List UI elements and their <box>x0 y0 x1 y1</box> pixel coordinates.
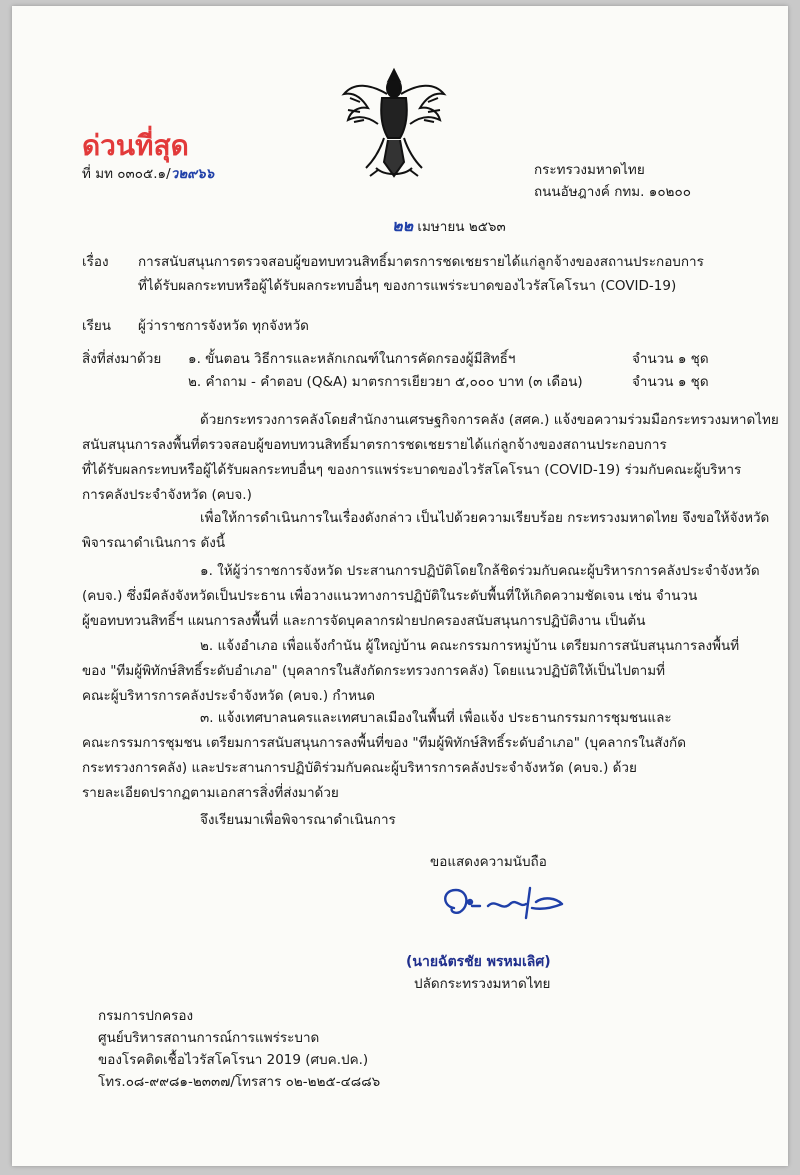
enclosure-qty: จำนวน ๑ ชุด <box>632 351 709 367</box>
subject-label: เรื่อง <box>82 254 109 270</box>
body-paragraph-3: ๑. ให้ผู้ว่าราชการจังหวัด ประสานการปฏิบัติโดยใกล้ชิดร่วมกับคณะผู้บริหารการคลังประจำจังหวัด (คบจ.) ซึ่งมีคลังจังหวัดเป็นประธาน เพื่อวางแนวทางการปฏิบัติในระดับพื้นที่ให้เกิดความชัดเจน เช่น จำนวน ผู้ขอทบทวนสิทธิ์ฯ แผนการลงพื้นที่ และการจัดบุคลากรฝ่ายปกครองสนับสนุนการปฏิบัติงาน เป็นต้น <box>82 563 760 629</box>
enclosure-qty: จำนวน ๑ ชุด <box>632 374 709 390</box>
subject-line-2: ที่ได้รับผลกระทบหรือผู้ได้รับผลกระทบอื่นๆ ของการแพร่ระบาดของไวรัสโคโรนา (COVID-19) <box>138 278 677 294</box>
enclosure-item: ๒. คำถาม - คำตอบ (Q&A) มาตรการเยียวยา ๕,๐๐๐ บาท (๓ เดือน) <box>188 374 583 390</box>
body-paragraph-1: ด้วยกระทรวงการคลังโดยสำนักงานเศรษฐกิจการคลัง (สศค.) แจ้งขอความร่วมมือกระทรวงมหาดไทย สนับสนุนการลงพื้นที่ตรวจสอบผู้ขอทบทวนสิทธิ์มาตรการชดเชยรายได้แก่ลูกจ้างของสถานประกอบการ ที่ได้รับผลกระทบหรือผู้ได้รับผลกระทบอื่นๆ ของการแพร่ระบาดของไวรัสโคโรนา (COVID-19) ร่วมกับคณะผู้บริหาร การคลังประจำจังหวัด (คบจ.) <box>82 412 779 503</box>
subject-line-1: การสนับสนุนการตรวจสอบผู้ขอทบทวนสิทธิ์มาตรการชดเชยรายได้แก่ลูกจ้างของสถานประกอบการ <box>138 254 704 270</box>
enclosures-label: สิ่งที่ส่งมาด้วย <box>82 351 162 367</box>
body-paragraph-4: ๒. แจ้งอำเภอ เพื่อแจ้งกำนัน ผู้ใหญ่บ้าน คณะกรรมการหมู่บ้าน เตรียมการสนับสนุนการลงพื้นที่ ของ "ทีมผู้พิทักษ์สิทธิ์ระดับอำเภอ" (บุคลากรในสังกัดกระทรวงการคลัง) โดยแนวปฏิบัติให้เป็นไปตามที่ คณะผู้บริหารการคลังประจำจังหวัด (คบจ.) กำหนด <box>82 638 740 704</box>
letter-page <box>12 6 788 1166</box>
garuda-emblem-icon <box>340 64 448 186</box>
ministry-address: ถนนอัษฎางค์ กทม. ๑๐๒๐๐ <box>534 184 691 200</box>
footer-center: ศูนย์บริหารสถานการณ์การแพร่ระบาด <box>98 1030 320 1046</box>
body-paragraph-5: ๓. แจ้งเทศบาลนครและเทศบาลเมืองในพื้นที่ เพื่อแจ้ง ประธานกรรมการชุมชนและ คณะกรรมการชุมชน เตรียมการสนับสนุนการลงพื้นที่ของ "ทีมผู้พิทักษ์สิทธิ์ระดับอำเภอ" (บุคลากรในสังกัด กระทรวงการคลัง) และประสานการปฏิบัติร่วมกับคณะผู้บริหารการคลังประจำจังหวัด (คบจ.) ด้วย รายละเอียดปรากฏตามเอกสารสิ่งที่ส่งมาด้วย <box>82 710 686 801</box>
handwritten-signature-icon <box>432 878 582 928</box>
signer-name: (นายฉัตรชัย พรหมเลิศ) <box>406 954 551 970</box>
document-number-handwritten: ว๒๙๖๖ <box>170 166 215 182</box>
date-day-handwritten: ๒๒ <box>392 216 414 235</box>
to-label: เรียน <box>82 318 112 334</box>
closing-line: จึงเรียนมาเพื่อพิจารณาดำเนินการ <box>200 812 396 828</box>
enclosure-item: ๑. ขั้นตอน วิธีการและหลักเกณฑ์ในการคัดกรองผู้มีสิทธิ์ฯ <box>188 351 516 367</box>
urgency-label: ด่วนที่สุด <box>82 129 189 162</box>
footer-center-2: ของโรคติดเชื้อไวรัสโคโรนา 2019 (ศบค.ปค.) <box>98 1052 369 1068</box>
to-value: ผู้ว่าราชการจังหวัด ทุกจังหวัด <box>138 318 309 334</box>
footer-contact: โทร.๐๘-๙๙๘๑-๒๓๓๗/โทรสาร ๐๒-๒๒๕-๔๘๘๖ <box>98 1074 381 1090</box>
document-number: ที่ มท ๐๓๐๕.๑/ว๒๙๖๖ <box>82 166 215 182</box>
document-date: ๒๒ เมษายน ๒๕๖๓ <box>392 216 506 235</box>
regards-text: ขอแสดงความนับถือ <box>430 854 547 870</box>
signer-position: ปลัดกระทรวงมหาดไทย <box>414 976 551 992</box>
ministry-name: กระทรวงมหาดไทย <box>534 162 645 178</box>
footer-department: กรมการปกครอง <box>98 1008 194 1024</box>
body-paragraph-2: เพื่อให้การดำเนินการในเรื่องดังกล่าว เป็นไปด้วยความเรียบร้อย กระทรวงมหาดไทย จึงขอให้จังหวัด พิจารณาดำเนินการ ดังนี้ <box>82 510 770 551</box>
